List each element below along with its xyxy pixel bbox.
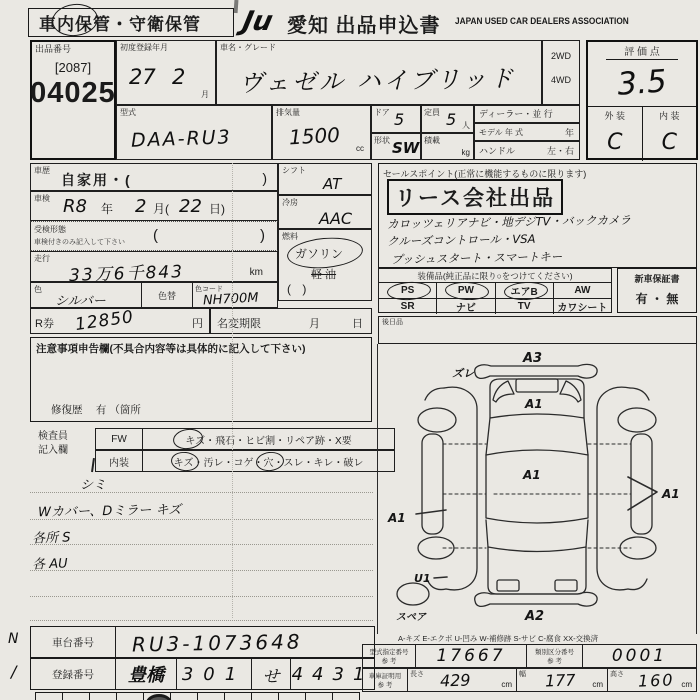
footer-cell [117,692,144,700]
model-code-label: 型式 [120,108,136,117]
footer-cell [198,692,225,700]
equip-leather-seat: カワシート [557,303,608,314]
r-ticket-value: 12850 [73,306,136,336]
fw-circle-mark [172,427,204,451]
mileage-label: 走行 [34,254,50,263]
jyuken-row [30,221,278,251]
diagram-label-zure: ズレ [452,367,474,380]
r-ticket-unit: 円 [192,318,203,330]
first-reg-month: 2 [172,65,186,89]
rename-month: 月 [309,318,320,330]
margin-mark-check: / [11,662,17,681]
shaken-day: 22 [179,196,202,217]
equip-aw: AW [574,285,591,296]
shift-label: シフト [282,166,306,175]
garage-label-cell [363,669,408,691]
interior-items-post: ・キレ・破レ [303,457,364,469]
hand-note-1: Wカバー、Dミラー キズ [37,502,182,521]
sales-line-3: プッシュスタート・スマートキー [390,249,563,267]
footer-cell [171,692,198,700]
fuel-parens: ( ) [287,282,311,296]
color-value: シルバー [55,294,106,309]
equip-sr: SR [379,299,437,314]
color-change-label: 色替 [142,283,193,307]
association-name: JAPAN USED CAR DEALERS ASSOCIATION [455,16,629,26]
dealer-label: ディーラー・並 行 [479,109,553,119]
notes-header: 注意事項申告欄(不具合内容等は具体的に記入して下さい) [36,343,306,355]
auction-no-cell [30,40,116,160]
ac-value: AAC [319,209,353,228]
color-code-value: NH700M [202,290,259,309]
footer-cell [63,692,90,700]
footer-cell [144,692,171,700]
length-value: 429 [439,670,471,691]
rename-label: 名変期限 [217,318,261,330]
auction-no-value: 04025 [30,77,116,110]
capacity-label: 定員 [424,108,440,117]
shape-label: 形状 [374,136,390,145]
doors-value: 5 [394,110,405,129]
dealer-cell [474,105,580,123]
r-ticket-cell [30,308,210,334]
warranty-box [617,268,697,313]
shaken-day-unit: 日) [209,202,225,216]
shaken-year-unit: 年 [101,202,114,216]
chassis-row [30,626,375,658]
type-no-label: 型式指定番号 [369,649,409,656]
fuel-diesel: 軽 油 [311,269,337,281]
height-unit: cm [681,680,692,689]
chassis-value: RU3-1073648 [131,629,303,657]
type-no-label-cell [363,645,416,667]
later-items-box [378,316,697,344]
simi-note: シミ [80,478,107,493]
shaken-row [30,191,278,221]
model-year-unit: 年 [564,128,574,138]
equip-airbag: エアB [510,287,538,298]
inspector-label [38,430,68,457]
warranty-label: 新車保証書 [634,273,680,284]
rename-deadline-cell [210,308,372,334]
inspector-label-1: 検査員 [38,431,68,442]
hand-note-3: 各 AU [31,556,68,573]
fuel-cell [278,229,372,301]
fw-items-pre: キズ・ [185,435,216,447]
inspector-interior-row [95,450,395,472]
rating-box [586,40,698,160]
capacity-cell [421,105,474,133]
equip-pw: PW [457,285,474,296]
warranty-value: 有 ・ 無 [635,291,679,306]
sheet-title: 愛知 出品申込書 [287,15,441,37]
width-label: 幅 [519,671,526,678]
front-bumper-shape [475,364,597,378]
footer-cell [252,692,279,700]
lease-stamp: リース会社出品 [387,179,563,215]
type-no-sub: 参 考 [381,658,397,665]
length-label: 長さ [410,671,424,678]
storage-text-circled: 内 [57,15,75,34]
interior-items-pre: キズ・ [173,457,204,469]
repair-history-line: 修復歴 有 （箇所 [51,404,141,416]
drive-4wd: 4WD [551,75,571,85]
left-front-wheel [418,408,456,432]
footer-cell [35,692,63,700]
doors-label: ドア [374,108,390,117]
class-no-label: 類別区分番号 [535,649,574,656]
handle-cell [474,141,580,160]
interior-items-mid: ・コゲ・穴・ [223,457,284,469]
shaken-era: R8 [63,196,87,217]
diagram-label-a1-right: A1 [662,487,680,501]
class-no-value: 0001 [611,646,668,666]
fuel-gasoline: ガソリン [295,247,344,261]
load-unit: kg [461,147,470,157]
footer-cell [279,692,306,700]
footer-row-clipped [35,692,360,700]
jyuken-paren-close: ) [260,227,265,244]
damage-legend: A-キズ E-エクボ U-凹み W-補修跡 S-サビ C-腐食 XX-交換済 [398,634,599,643]
hand-note-2: 各所 S [31,530,71,547]
registration-number: 4431 [291,663,374,685]
registration-area: 豊橋 [116,659,177,689]
ruled-line [30,492,373,493]
ruled-line [30,620,373,621]
diagram-label-a2: A2 [525,609,545,624]
auction-no-code: [2087] [54,60,92,76]
rating-label: 評 価 点 [606,42,678,60]
inspector-interior-head: 内装 [96,451,143,471]
inspector-fw-row [95,428,395,450]
car-name-label: 車名・グレード [220,43,276,52]
rating-int-label: 内 装 [658,111,680,121]
jyuken-note: 車検付きのみ記入して下さい [34,239,125,246]
footer-cell [306,692,333,700]
first-reg-month-unit: 月 [201,89,209,99]
rating-int-value: C [661,130,677,155]
registration-row [30,658,375,690]
fold-line [232,163,233,618]
color-label: 色 [34,285,42,294]
u1-tick [434,577,447,578]
color-row [30,282,278,308]
fw-item-circled: 飛石 [215,435,236,447]
rating-score: 3.5 [616,63,668,103]
diagram-label-spare: スペア [396,612,426,623]
class-no-sub: 参 考 [547,658,562,665]
equip-navi: ナビ [437,299,495,314]
ac-cell [278,195,372,229]
diagram-left-border [377,344,378,634]
interior-item-circled-2: スレ [283,457,304,469]
rename-day: 日 [352,318,363,330]
sales-line-2: クルーズコントロール・VSA [386,231,536,249]
sales-point-box [378,163,697,268]
model-code-cell [116,105,272,160]
footer-circle-mark [146,694,172,700]
auction-no-label: 出品番号 [35,44,72,54]
drive-type-cell [542,40,580,105]
notes-box [30,337,372,422]
ruled-line [30,596,373,597]
shape-cell [371,133,421,160]
spare-tire-shape [397,583,429,605]
right-a1-arrow [628,477,657,510]
color-code-label: 色コード [195,286,223,293]
ruled-line [30,570,373,571]
class-no-label-cell [527,645,583,667]
car-diagram [386,342,698,634]
model-year-label: モデル 年 式 [479,128,524,137]
inspector-fw-head: FW [96,429,143,449]
fw-items-post: ・ヒビ割・リペア跡・X要 [235,435,352,447]
car-name-cell [216,40,542,105]
ruled-line [30,544,373,545]
career-paren-close: ) [262,170,267,186]
registration-kana: せ [252,659,291,689]
registration-label: 登録番号 [31,659,116,689]
sales-line-1: カロッツェリアナビ・地デジTV・バックカメラ [386,212,632,232]
career-label: 車歴 [34,166,50,175]
simi-connector-line [91,458,94,472]
equipment-box [378,268,612,313]
shaken-month-unit: 月( [153,202,169,216]
diagram-label-a3: A3 [523,351,543,366]
mileage-value: 33万6千843 [68,261,185,286]
width-value: 177 [544,670,576,691]
sales-point-header: セールスポイント(正常に機能するものに限ります) [383,169,587,179]
jyuken-paren-open: ( [153,227,158,244]
hatch-shape [488,547,586,594]
length-unit: cm [501,680,512,689]
shift-cell [278,163,372,195]
margin-mark-n: N [8,631,19,647]
height-label: 高さ [610,671,624,678]
displacement-label: 排気量 [276,108,300,117]
load-label: 積載 [424,136,440,145]
diagram-label-a1-left: A1 [388,511,406,525]
registration-class: 301 [177,659,252,689]
load-cell [421,133,474,160]
displacement-cell [272,105,371,160]
height-value: 160 [637,670,675,691]
doors-cell [371,105,421,133]
left-a1-tick [416,510,446,514]
mileage-unit: km [249,267,263,278]
shaken-label: 車検 [34,194,50,203]
capacity-unit: 人 [462,120,470,130]
diagram-label-u1: U1 [414,572,431,585]
footer-cell [225,692,252,700]
model-year-cell [474,123,580,141]
r-ticket-label: R券 [35,318,54,330]
diagram-label-a1-hood: A1 [525,397,543,411]
footer-cell [90,692,117,700]
car-name-value: ヴェゼル ハイブリッド [238,64,517,98]
later-items-label: 後日品 [382,319,403,326]
chassis-label: 車台番号 [31,627,116,657]
career-value: 自家用・( [61,172,132,188]
capacity-value: 5 [446,110,457,129]
career-row [30,163,278,191]
shift-value: AT [323,175,342,193]
type-no-value: 17667 [416,645,527,667]
mileage-row [30,251,278,286]
inspector-label-2: 記入欄 [38,444,68,456]
equipment-header: 装備品(純正品に限り○をつけてください) [379,269,611,283]
storage-text-post: 保管・守衛保管 [75,15,201,34]
equip-ps: PS [400,285,415,296]
interior-item-circled-1: 汚レ [203,457,224,469]
displacement-value: 1500 [288,122,341,150]
storage-text-pre: 車 [39,15,57,34]
left-door-strip [422,434,443,534]
displacement-unit: cc [356,143,364,153]
garage-sub: 参 考 [377,682,393,689]
garage-label: 車庫証明用 [368,673,402,680]
handle-label: ハンドル [479,146,516,156]
shape-value: SW [392,139,420,157]
footer-cell [333,692,360,700]
ref-row-1 [362,644,697,668]
diagram-label-a1-roof: A1 [523,468,541,482]
rating-ext-value: C [588,124,643,161]
width-unit: cm [592,680,603,689]
drive-2wd: 2WD [551,51,571,61]
ju-logo: Ju [239,6,276,37]
ac-label: 冷房 [282,198,298,207]
equip-tv: TV [496,299,554,314]
ref-row-2 [362,668,697,692]
fuel-label: 燃料 [282,232,298,241]
scan-smudge [234,0,239,13]
right-front-wheel [618,408,656,432]
first-reg-cell [116,40,216,105]
roof-shape [486,455,588,523]
first-reg-label: 初度登録年月 [120,43,168,52]
model-code-value: DAA-RU3 [130,126,233,152]
handle-value: 左・右 [546,146,574,156]
rating-ext-label: 外 装 [588,107,643,124]
first-reg-year: 27 [129,65,156,89]
shaken-month: 2 [135,196,147,217]
jyuken-label: 受検形態 [34,225,66,234]
